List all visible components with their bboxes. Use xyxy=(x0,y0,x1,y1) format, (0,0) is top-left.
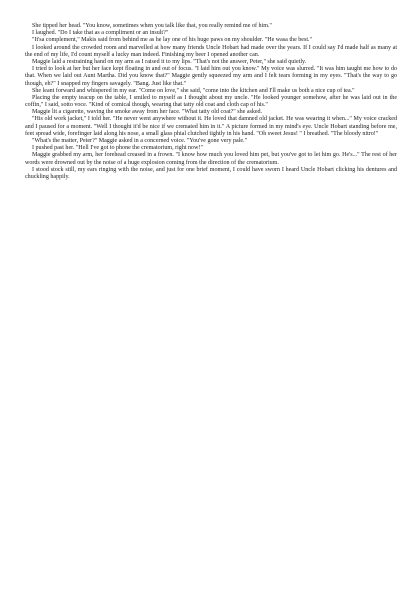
paragraph: Placing the empty teacup on the table, I smiled to myself as I thought about my uncle. "He looked younger somehow, after he was laid out in the coffin," I said, sotto voce. "Kind of comical though, wearing that tatty old coat and cloth cap of his." xyxy=(25,94,397,109)
paragraph: I laughed. "Do I take that as a compliment or an insult?" xyxy=(32,30,169,37)
paragraph: I tried to look at her but her face kept floating in and out of focus. "I laid him out you know." My voice was slurred. "It was him taught me how to do that. When we laid out Aunt Martha. Did you know that?" Maggie gently squeezed my arm and I felt tears forming in my eyes. "That's the way to go though, eh?" I snapped my fingers savagely. "Bang. Just like that." xyxy=(25,66,397,87)
paragraph: "His old work jacket," I told her. "He never went anywhere without it. He loved that damned old jacket. He was wearing it when..." My voice cracked and I paused for a moment. "Well I thought it'd be nice if we cremated him in it." A picture formed in my mind's eye. Uncle Hobart standing before me, feet spread wide, forefinger laid along his nose, a small glass phial clutched tightly in his hand. "Oh sweet Jesus! " I breathed. "The bloody nitro!" xyxy=(25,116,397,137)
story-text xyxy=(25,23,397,181)
paragraph: She leant forward and whispered in my ear. "Come on love," she said, "come into the kitchen and I'll make us both a nice cup of tea." xyxy=(32,87,355,94)
paragraph: Maggie lit a cigarette, waving the smoke away from her face. "What tatty old coat?" she asked. xyxy=(32,109,263,116)
paragraph: Maggie grabbed my arm, her forehead creased in a frown. "I know how much you loved him pet, but you've got to let him go. He's..." The rest of her words were drowned out by the noise of a huge explosion coming from the direction of the crematorium. xyxy=(25,152,397,166)
paragraph: "It'sa complement," Makis said from behind me as he lay one of his huge paws on my shoulder. "He wasa the best." xyxy=(32,37,312,44)
paragraph: I pushed past her. "Hell I've got to phone the crematorium, right now!" xyxy=(32,145,203,152)
paragraph: I looked around the crowded room and marvelled at how many friends Uncle Hobart had made over the years. If I could say I'd made half as many at the end of my life, I'd count myself a lucky man indeed. Finishing my beer I opened another can. xyxy=(25,44,397,58)
paragraph: Maggie laid a restraining hand on my arm as I raised it to my lips. "That's not the answer, Peter," she said quietly. xyxy=(32,58,307,65)
paragraph: She tipped her head. "You know, sometimes when you talk like that, you really remind me of him." xyxy=(32,23,272,29)
paragraph: "What's the matter, Peter?" Maggie asked in a concerned voice. "You've gone very pale." xyxy=(32,138,248,144)
paragraph: I stood stock still, my ears ringing with the noise, and just for one brief moment, I could have sworn I heard Uncle Hobart clicking his dentures and chuckling happily. xyxy=(25,166,397,180)
